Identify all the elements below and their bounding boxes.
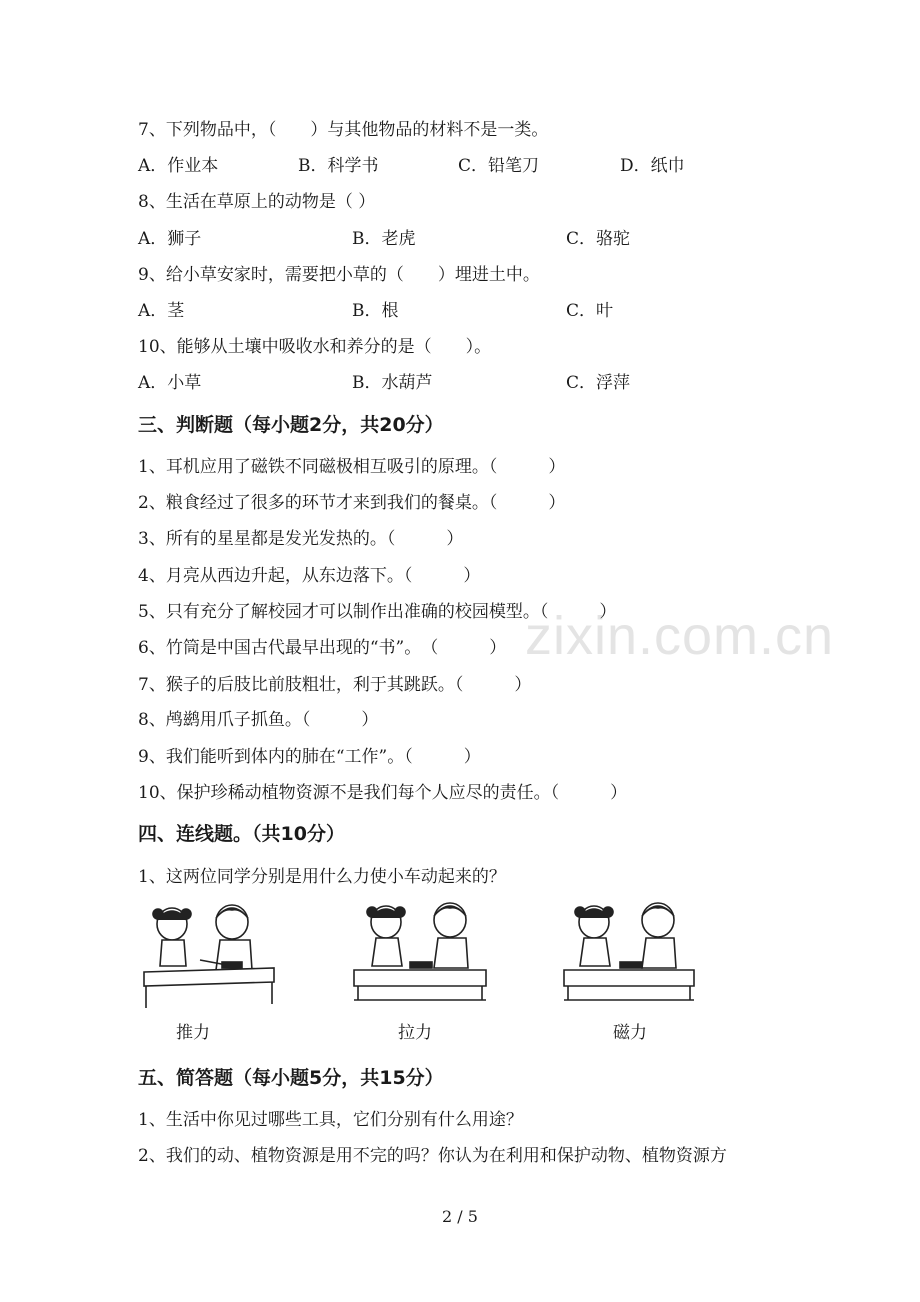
q10-option-a: A．小草	[138, 373, 202, 393]
question-10-stem: 10、能够从土壤中吸收水和养分的是（ ）。	[138, 337, 492, 357]
label-push-force: 推力	[176, 1023, 210, 1043]
label-magnetic-force: 磁力	[613, 1023, 647, 1043]
q7-option-b: B．科学书	[298, 156, 379, 176]
question-7-stem: 7、下列物品中，（ ）与其他物品的材料不是一类。	[138, 120, 549, 140]
label-pull-force: 拉力	[398, 1023, 432, 1043]
section-3-heading: 三、判断题（每小题2分，共20分）	[138, 414, 444, 436]
q7-option-a: A．作业本	[138, 156, 219, 176]
question-9-stem: 9、给小草安家时，需要把小草的（ ）埋进土中。	[138, 265, 540, 285]
q7-option-c: C．铅笔刀	[458, 156, 540, 176]
q7-option-d: D．纸巾	[620, 156, 685, 176]
judgement-item: 5、只有充分了解校园才可以制作出准确的校园模型。（ ）	[138, 602, 617, 622]
q8-option-a: A．狮子	[138, 229, 202, 249]
q9-option-b: B．根	[352, 301, 399, 321]
children-desk-illustration-1	[140, 896, 280, 1011]
judgement-item: 10、保护珍稀动植物资源不是我们每个人应尽的责任。（ ）	[138, 783, 628, 803]
q9-option-c: C．叶	[566, 301, 614, 321]
matching-question: 1、这两位同学分别是用什么力使小车动起来的？	[138, 867, 506, 887]
q9-option-a: A．茎	[138, 301, 185, 321]
children-desk-illustration-2	[350, 896, 490, 1011]
q10-option-b: B．水葫芦	[352, 373, 433, 393]
short-answer-item: 2、我们的动、植物资源是用不完的吗？你认为在利用和保护动物、植物资源方	[138, 1146, 727, 1166]
section-5-heading: 五、简答题（每小题5分，共15分）	[138, 1067, 444, 1089]
children-desk-illustration-3	[560, 896, 700, 1011]
question-8-stem: 8、生活在草原上的动物是（ ）	[138, 192, 376, 212]
judgement-item: 3、所有的星星都是发光发热的。（ ）	[138, 529, 464, 549]
judgement-item: 7、猴子的后肢比前肢粗壮，利于其跳跃。（ ）	[138, 675, 532, 695]
judgement-item: 8、鸬鹚用爪子抓鱼。（ ）	[138, 710, 379, 730]
judgement-item: 9、我们能听到体内的肺在“工作”。（ ）	[138, 747, 481, 767]
short-answer-item: 1、生活中你见过哪些工具，它们分别有什么用途？	[138, 1110, 523, 1130]
q10-option-c: C．浮萍	[566, 373, 631, 393]
q8-option-c: C．骆驼	[566, 229, 631, 249]
judgement-item: 2、粮食经过了很多的环节才来到我们的餐桌。（ ）	[138, 493, 566, 513]
judgement-item: 6、竹筒是中国古代最早出现的“书”。 （ ）	[138, 638, 507, 658]
section-4-heading: 四、连线题。（共10分）	[138, 823, 345, 845]
judgement-item: 4、月亮从西边升起，从东边落下。（ ）	[138, 566, 481, 586]
page-number: 2 / 5	[442, 1207, 478, 1226]
q8-option-b: B．老虎	[352, 229, 416, 249]
judgement-item: 1、耳机应用了磁铁不同磁极相互吸引的原理。（ ）	[138, 457, 566, 477]
watermark: zixin.com.cn	[525, 606, 835, 666]
